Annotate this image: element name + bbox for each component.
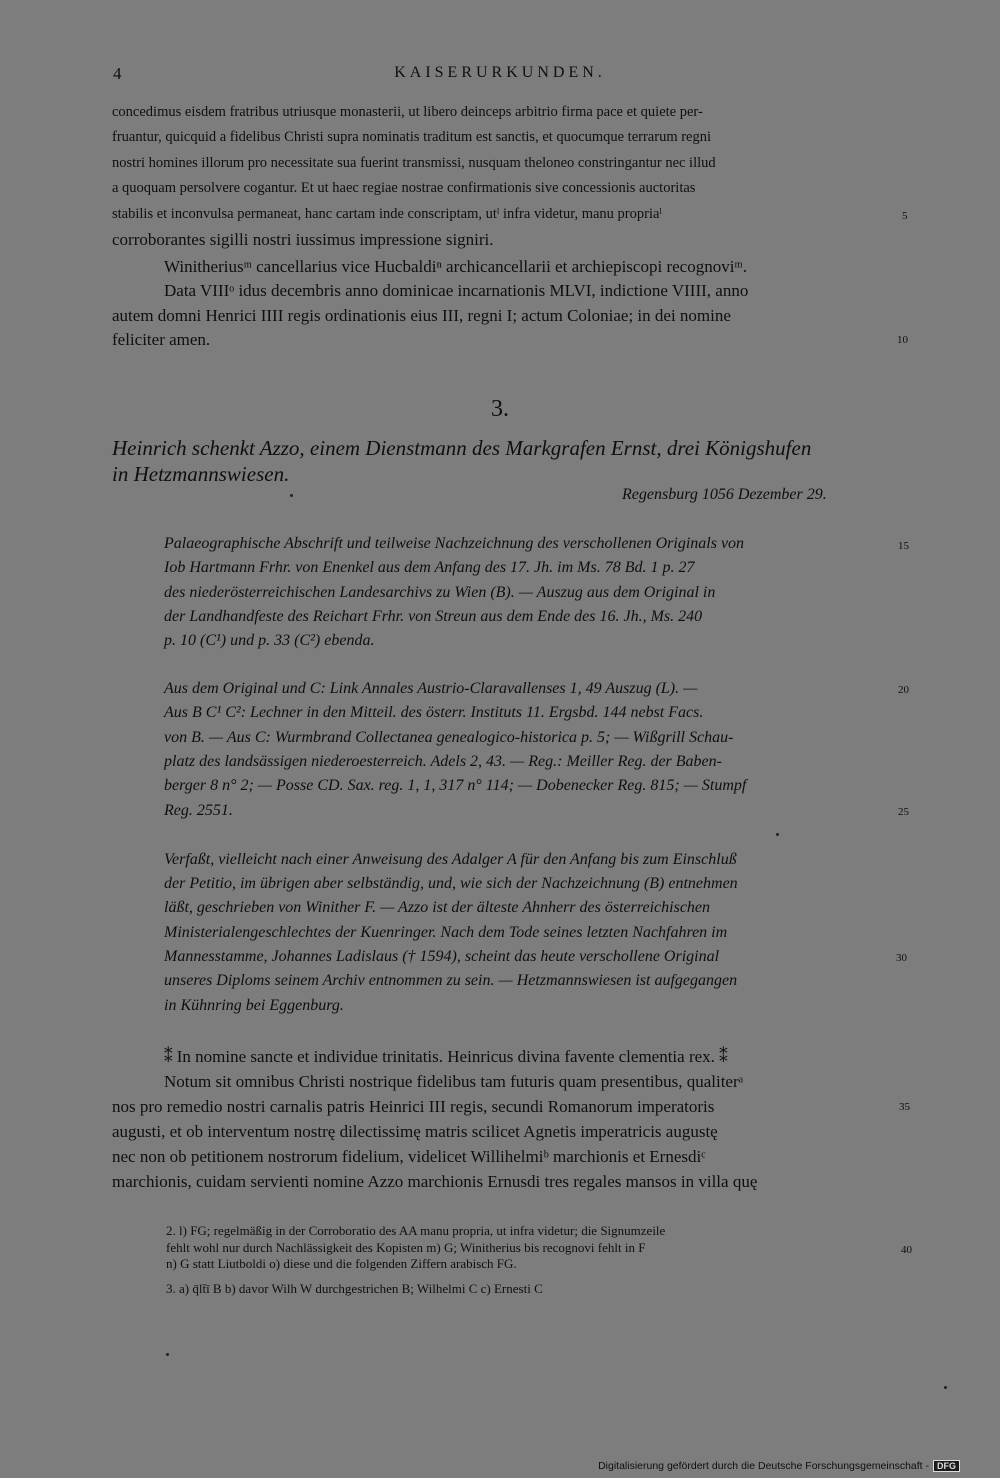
text-line: Winitheriusᵐ cancellarius vice Hucbaldiⁿ archicancellarii et archiepiscopi recognoviᵐ. xyxy=(164,257,747,276)
footnote-line: 2. l) FG; regelmäßig in der Corroboratio des AA manu propria, ut infra videtur; die Signumzeile xyxy=(166,1223,666,1238)
text-line: nostri homines illorum pro necessitate sua fuerint transmissi, nusquam theloneo constringantur nec illud xyxy=(112,155,716,171)
place-date: Regensburg 1056 Dezember 29. xyxy=(622,486,827,503)
note-line: Ministerialengeschlechtes der Kuenringer. Nach dem Tode seines letzten Nachfahren im xyxy=(164,924,728,941)
note-line: berger 8 n° 2; — Posse CD. Sax. reg. 1, 1, 317 n° 114; — Dobenecker Reg. 815; — Stumpf xyxy=(164,777,747,794)
note-line: unseres Diploms seinem Archiv entnommen zu sein. — Hetzmannswiesen ist aufgegangen xyxy=(164,972,738,989)
dfg-logo-icon: DFG xyxy=(933,1460,960,1472)
text-line: fruantur, quicquid a fidelibus Christi supra nominatis traditum est sanctis, et quocumque terrarum regni xyxy=(112,129,712,145)
note-line: Reg. 2551. xyxy=(164,802,233,819)
line-number: 15 xyxy=(898,540,909,552)
text-line: augusti, et ob interventum nostrę dilectissimę matris scilicet Agnetis imperatricis augustę xyxy=(112,1122,718,1141)
footnote-line: n) G statt Liutboldi o) diese und die folgenden Ziffern arabisch FG. xyxy=(166,1256,517,1271)
text-line: stabilis et inconvulsa permaneat, hanc cartam inde conscriptam, utˡ infra videtur, manu propriaˡ xyxy=(112,206,662,222)
line-number: 25 xyxy=(898,806,909,818)
credit-text: Digitalisierung gefördert durch die Deutsche Forschungsgemeinschaft - xyxy=(598,1460,929,1472)
document-heading-line: Heinrich schenkt Azzo, einem Dienstmann des Markgrafen Ernst, drei Königshufen xyxy=(112,436,812,460)
text-line: nec non ob petitionem nostrorum fidelium, videlicet Willihelmiᵇ marchionis et Ernesdiᶜ xyxy=(112,1147,706,1166)
line-number: 30 xyxy=(896,952,907,964)
speck xyxy=(776,833,779,836)
note-line: von B. — Aus C: Wurmbrand Collectanea genealogico-historica p. 5; — Wißgrill Schau- xyxy=(164,729,734,746)
note-line: der Petitio, im übrigen aber selbständig, und, wie sich der Nachzeichnung (B) entnehmen xyxy=(164,875,738,892)
digitization-credit xyxy=(598,1460,960,1472)
text-line: a quoquam persolvere cogantur. Et ut haec regiae nostrae confirmationis sive concessionis auctoritas xyxy=(112,180,696,196)
note-line: platz des landsässigen niederoesterreich. Adels 2, 43. — Reg.: Meiller Reg. der Baben- xyxy=(164,753,722,770)
document-number: 3. xyxy=(491,396,509,422)
speck xyxy=(166,1353,169,1356)
speck xyxy=(944,1386,947,1389)
text-line: feliciter amen. xyxy=(112,330,211,349)
text-line: Data VIIIᵒ idus decembris anno dominicae incarnationis MLVI, indictione VIIII, anno xyxy=(164,281,749,300)
line-number: 35 xyxy=(899,1101,910,1113)
note-line: läßt, geschrieben von Winither F. — Azzo ist der älteste Ahnherr des österreichischen xyxy=(164,899,711,916)
text-line: nos pro remedio nostri carnalis patris Heinrici III regis, secundi Romanorum imperatoris xyxy=(112,1097,715,1116)
note-line: p. 10 (C¹) und p. 33 (C²) ebenda. xyxy=(164,632,375,649)
document-heading-line: in Hetzmannswiesen. xyxy=(112,462,290,486)
speck xyxy=(290,494,293,497)
text-line: ⁑ In nomine sancte et individue trinitatis. Heinricus divina favente clementia rex. ⁑ xyxy=(164,1047,728,1066)
note-line: in Kühnring bei Eggenburg. xyxy=(164,997,344,1014)
note-line: Aus B C¹ C²: Lechner in den Mitteil. des österr. Instituts 11. Ergsbd. 144 nebst Facs. xyxy=(164,704,704,721)
note-line: der Landhandfeste des Reichart Frhr. von Streun aus dem Ende des 16. Jh., Ms. 240 xyxy=(164,608,703,625)
footnote-line: fehlt wohl nur durch Nachlässigkeit des Kopisten m) G; Winitherius bis recognovi fehlt in F xyxy=(166,1240,646,1255)
line-number: 20 xyxy=(898,684,909,696)
text-line: concedimus eisdem fratribus utriusque monasterii, ut libero deinceps arbitrio firma pace et quiete per- xyxy=(112,104,703,120)
text-line: autem domni Henrici IIII regis ordinationis eius III, regni I; actum Coloniae; in dei nomine xyxy=(112,306,731,325)
note-line: Palaeographische Abschrift und teilweise Nachzeichnung des verschollenen Originals von xyxy=(164,535,745,552)
text-line: marchionis, cuidam servienti nomine Azzo marchionis Ernusdi tres regales mansos in villa quę xyxy=(112,1172,758,1191)
line-number: 5 xyxy=(902,210,908,222)
note-line: des niederösterreichischen Landesarchivs zu Wien (B). — Auszug aus dem Original in xyxy=(164,584,716,601)
note-line: Verfaßt, vielleicht nach einer Anweisung des Adalger A für den Anfang bis zum Einschluß xyxy=(164,851,737,868)
running-title: KAISERURKUNDEN. xyxy=(394,64,606,81)
page-number: 4 xyxy=(113,64,122,83)
footnote-line: 3. a) q̄lt̄ī B b) davor Wilh W durchgestrichen B; Wilhelmi C c) Ernesti C xyxy=(166,1281,543,1296)
text-line: Notum sit omnibus Christi nostrique fidelibus tam futuris quam presentibus, qualiterᵃ xyxy=(164,1072,744,1091)
text-line: corroborantes sigilli nostri iussimus impressione signiri. xyxy=(112,230,494,249)
note-line: Mannesstamme, Johannes Ladislaus († 1594), scheint das heute verschollene Original xyxy=(164,948,720,965)
line-number: 10 xyxy=(897,334,908,346)
line-number: 40 xyxy=(901,1244,912,1256)
note-line: Aus dem Original und C: Link Annales Austrio-Claravallenses 1, 49 Auszug (L). — xyxy=(164,680,698,697)
note-line: Iob Hartmann Frhr. von Enenkel aus dem Anfang des 17. Jh. im Ms. 78 Bd. 1 p. 27 xyxy=(164,559,695,576)
